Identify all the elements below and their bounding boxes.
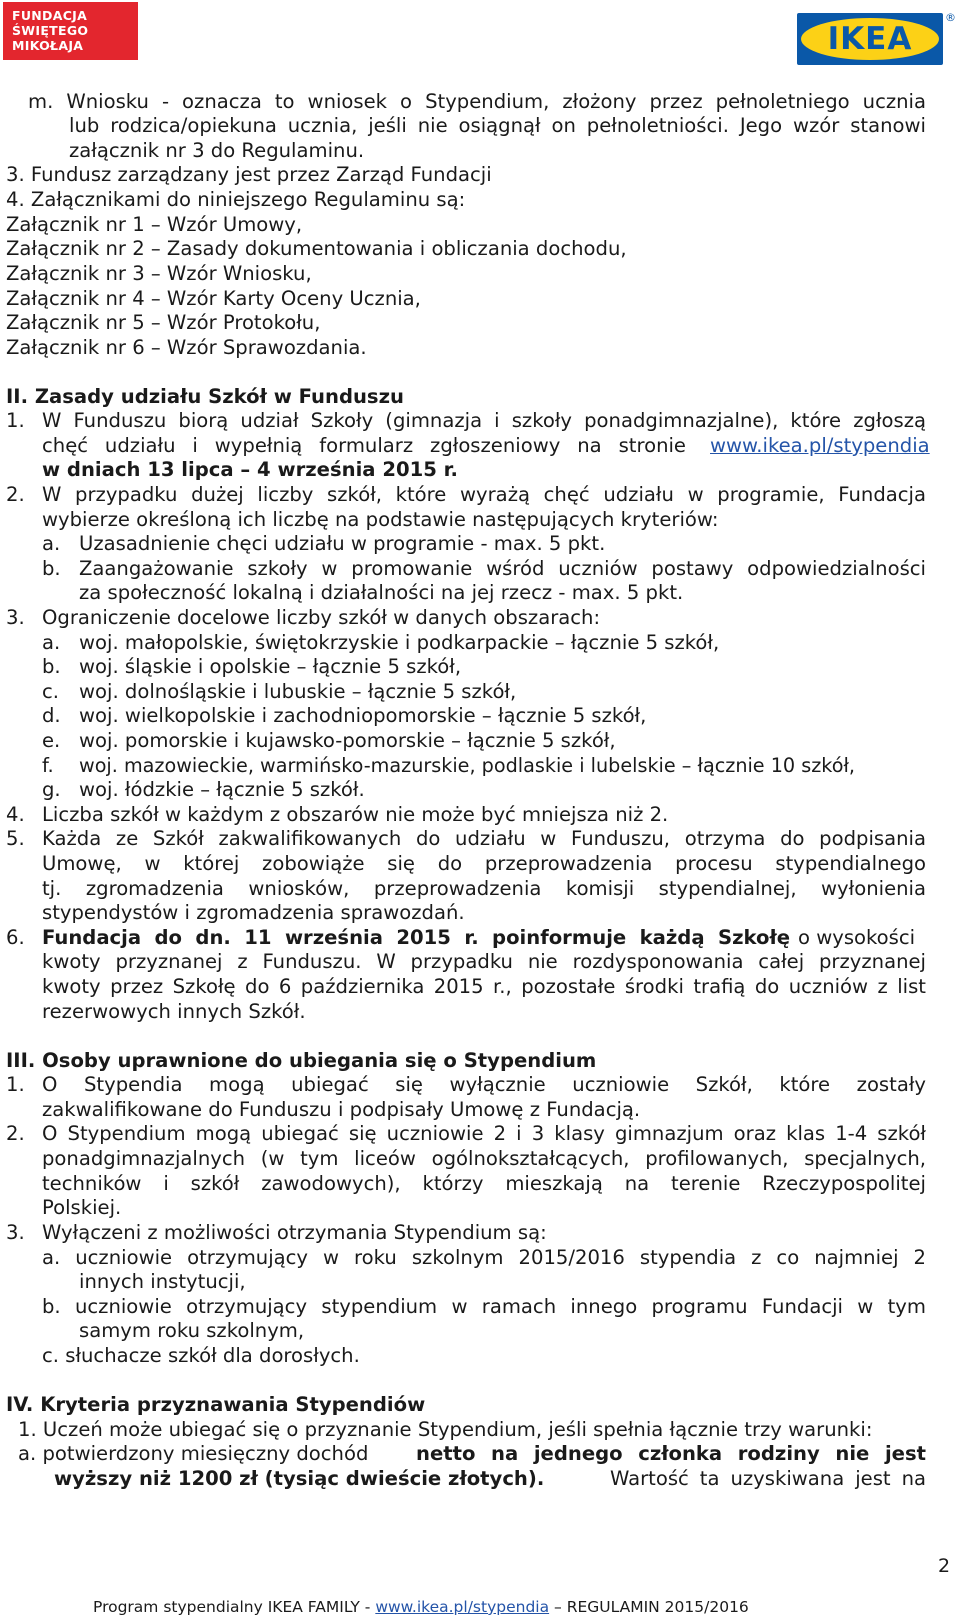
- text-line: kwoty przyznanej z Funduszu. W przypadku nie rozdysponowania całej przyznanej: [42, 950, 926, 973]
- text-line: Zaangażowanie szkoły w promowanie wśród uczniów postawy odpowiedzialności: [79, 557, 926, 580]
- text-line: samym roku szkolnym,: [79, 1319, 305, 1342]
- item-number: 6.: [6, 926, 25, 949]
- text-line: Ograniczenie docelowe liczby szkół w danych obszarach:: [42, 606, 601, 629]
- logo-text-line: MIKOŁAJA: [12, 38, 84, 53]
- region-item: woj. wielkopolskie i zachodniopomorskie – łącznie 5 szkół,: [79, 704, 647, 727]
- text-line: Uzasadnienie chęci udziału w programie - max. 5 pkt.: [79, 532, 606, 555]
- item-number: 3.: [6, 606, 25, 629]
- text-line: 3. Fundusz zarządzany jest przez Zarząd Fundacji: [6, 163, 492, 186]
- text-line: kwoty przez Szkołę do 6 października 2015 r., pozostałe środki trafią do uczniów z list: [42, 975, 926, 998]
- item-number: 1.: [6, 1073, 25, 1096]
- text-line: a. uczniowie otrzymujący w roku szkolnym 2015/2016 stypendia z co najmniej 2: [42, 1246, 926, 1269]
- text-line: 4. Załącznikami do niniejszego Regulaminu są:: [6, 188, 466, 211]
- text-line: Umowę, w której zobowiąże się do przeprowadzenia procesu stypendialnego: [42, 852, 926, 875]
- text-line: W Funduszu biorą udział Szkoły (gimnazja i szkoły ponadgimnazjalne), które zgłoszą: [42, 409, 926, 432]
- text-line: załącznik nr 3 do Regulaminu.: [69, 139, 365, 162]
- text-line: techników i szkół zawodowych), którzy mieszkają na terenie Rzeczypospolitej: [42, 1172, 926, 1195]
- text-line: Wyłączeni z możliwości otrzymania Stypendium są:: [42, 1221, 547, 1244]
- text-line: w dniach 13 lipca – 4 września 2015 r.: [42, 458, 458, 481]
- item-letter: b.: [42, 557, 61, 580]
- text-line: za społeczność lokalną i działalności na jej rzecz - max. 5 pkt.: [79, 581, 684, 604]
- region-item: woj. dolnośląskie i lubuskie – łącznie 5 szkół,: [79, 680, 517, 703]
- fundacja-swietego-mikolaja-logo: [3, 2, 138, 60]
- text-line: innych instytucji,: [79, 1270, 246, 1293]
- attachment-item: Załącznik nr 5 – Wzór Protokołu,: [6, 311, 321, 334]
- text-line: wybierze określoną ich liczbę na podstawie następujących kryteriów:: [42, 508, 719, 531]
- item-letter: a.: [42, 631, 61, 654]
- text-line: W przypadku dużej liczby szkół, które wyrażą chęć udziału w programie, Fundacja: [42, 483, 926, 506]
- text-line: netto na jednego członka rodziny nie jest: [416, 1442, 926, 1465]
- text-line: O Stypendia mogą ubiegać się wyłącznie uczniowie Szkół, które zostały: [42, 1073, 926, 1096]
- region-item: woj. śląskie i opolskie – łącznie 5 szkół,: [79, 655, 462, 678]
- attachment-item: Załącznik nr 4 – Wzór Karty Oceny Ucznia,: [6, 287, 421, 310]
- text-line: zakwalifikowane do Funduszu i podpisały Umowę z Fundacją.: [42, 1098, 641, 1121]
- item-letter: d.: [42, 704, 61, 727]
- section-heading: III. Osoby uprawnione do ubiegania się o Stypendium: [6, 1049, 597, 1072]
- text-line: stypendystów i zgromadzenia sprawozdań.: [42, 901, 465, 924]
- text-line: Polskiej.: [42, 1196, 122, 1219]
- item-letter: c.: [42, 680, 60, 703]
- text-line: tj. zgromadzenia wniosków, przeprowadzenia komisji stypendialnej, wyłonienia: [42, 877, 926, 900]
- item-letter: b.: [42, 655, 61, 678]
- region-item: woj. mazowieckie, warmińsko-mazurskie, podlaskie i lubelskie – łącznie 10 szkół,: [79, 754, 856, 777]
- item-letter: e.: [42, 729, 61, 752]
- item-number: 2.: [6, 483, 25, 506]
- page-number: 2: [938, 1555, 951, 1577]
- text-line: O Stypendium mogą ubiegać się uczniowie 2 i 3 klasy gimnazjum oraz klas 1-4 szkół: [42, 1122, 926, 1145]
- ikea-logo-text: IKEA: [827, 21, 913, 57]
- text-line: lub rodzica/opiekuna ucznia, jeśli nie osiągnął on pełnoletniości. Jego wzór stanowi: [69, 114, 926, 137]
- page-footer: [93, 1598, 749, 1616]
- item-number: 4.: [6, 803, 25, 826]
- ikea-stypendia-link[interactable]: www.ikea.pl/stypendia: [710, 434, 930, 457]
- text-line: c. słuchacze szkół dla dorosłych.: [42, 1344, 360, 1367]
- attachment-item: Załącznik nr 1 – Wzór Umowy,: [6, 213, 303, 236]
- item-number: 1.: [6, 409, 25, 432]
- footer-prefix: Program stypendialny IKEA FAMILY -: [93, 1598, 376, 1616]
- region-item: woj. małopolskie, świętokrzyskie i podkarpackie – łącznie 5 szkół,: [79, 631, 720, 654]
- item-letter: f.: [42, 754, 54, 777]
- region-item: woj. łódzkie – łącznie 5 szkół.: [79, 778, 365, 801]
- item-number: 2.: [6, 1122, 25, 1145]
- text-line: m. Wniosku - oznacza to wniosek o Stypendium, złożony przez pełnoletniego ucznia: [28, 90, 926, 113]
- text-line: rezerwowych innych Szkół.: [42, 1000, 306, 1023]
- text-line: 1. Uczeń może ubiegać się o przyznanie Stypendium, jeśli spełnia łącznie trzy warunki:: [18, 1418, 873, 1441]
- text-line: o wysokości: [798, 926, 916, 949]
- attachment-item: Załącznik nr 3 – Wzór Wniosku,: [6, 262, 312, 285]
- footer-suffix: – REGULAMIN 2015/2016: [549, 1598, 749, 1616]
- text-line: chęć udziału i wypełnią formularz zgłoszeniowy na stronie: [42, 434, 686, 457]
- text-line: Fundacja do dn. 11 września 2015 r. poinformuje każdą Szkołę: [42, 926, 790, 949]
- section-heading: II. Zasady udziału Szkół w Funduszu: [6, 385, 404, 408]
- region-item: woj. pomorskie i kujawsko-pomorskie – łącznie 5 szkół,: [79, 729, 616, 752]
- item-letter: a.: [42, 532, 61, 555]
- text-line: Liczba szkół w każdym z obszarów nie może być mniejsza niż 2.: [42, 803, 669, 826]
- item-number: 5.: [6, 827, 25, 850]
- attachment-item: Załącznik nr 2 – Zasady dokumentowania i obliczania dochodu,: [6, 237, 627, 260]
- text-line: Wartość ta uzyskiwana jest na: [610, 1467, 926, 1490]
- logo-text-line: ŚWIĘTEGO: [12, 23, 89, 38]
- logo-text-line: FUNDACJA: [12, 8, 88, 23]
- attachment-item: Załącznik nr 6 – Wzór Sprawozdania.: [6, 336, 367, 359]
- footer-link[interactable]: www.ikea.pl/stypendia: [375, 1598, 550, 1616]
- section-heading: IV. Kryteria przyznawania Stypendiów: [6, 1393, 426, 1416]
- item-letter: g.: [42, 778, 61, 801]
- text-line: ponadgimnazjalnych (w tym liceów ogólnokształcących, profilowanych, specjalnych,: [42, 1147, 926, 1170]
- text-line: Każda ze Szkół zakwalifikowanych do udziału w Funduszu, otrzyma do podpisania: [42, 827, 926, 850]
- item-number: 3.: [6, 1221, 25, 1244]
- text-line: a. potwierdzony miesięczny dochód: [18, 1442, 369, 1465]
- text-line: wyższy niż 1200 zł (tysiąc dwieście złotych).: [54, 1467, 545, 1490]
- ikea-logo: [797, 11, 956, 65]
- registered-mark: ®: [945, 11, 956, 24]
- text-line: b. uczniowie otrzymujący stypendium w ramach innego programu Fundacji w tym: [42, 1295, 926, 1318]
